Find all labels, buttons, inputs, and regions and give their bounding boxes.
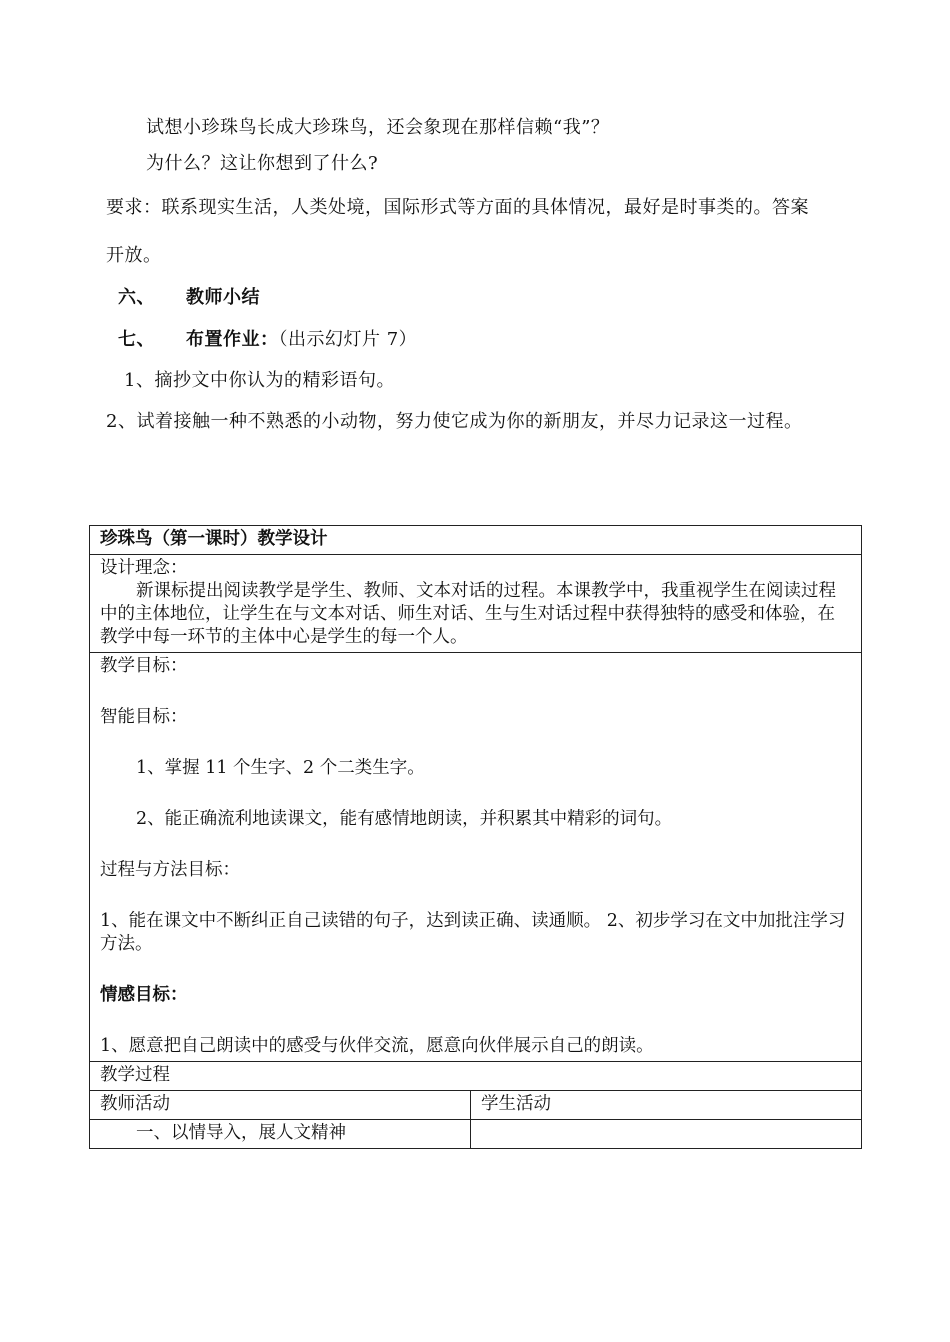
table-row (90, 1120, 862, 1149)
lesson-design-table (89, 525, 862, 1149)
concept-text: 新课标提出阅读教学是学生、教师、文本对话的过程。本课教学中，我重视学生在阅读过程中的主体地位，让学生在与文本对话、师生对话、生与生对话过程中获得独特的感受和体验，在教学中每一环节的主体中心是学生的每一个人。 (100, 581, 836, 647)
emotion-label: 情感目标： (100, 985, 188, 1005)
section-7-number: 七、 (118, 329, 155, 350)
section-6-title: 教师小结 (186, 287, 260, 308)
section-6-number: 六、 (118, 287, 155, 308)
skill-label: 智能目标： (100, 707, 188, 727)
concept-label: 设计理念： (100, 558, 188, 578)
process-header: 教学过程 (90, 1062, 862, 1091)
goals-cell (90, 653, 862, 1062)
activity-header-row (90, 1091, 862, 1120)
requirement-line-1: 要求：联系现实生活，人类处境，国际形式等方面的具体情况，最好是时事类的。答案 (106, 197, 809, 218)
concept-cell (90, 555, 862, 653)
intro-line-1: 试想小珍珠鸟长成大珍珠鸟，还会象现在那样信赖“我”？ (146, 117, 610, 138)
process-text: 1、能在课文中不断纠正自己读错的句子，达到读正确、读通顺。 2、初步学习在文中加批注学习方法。 (100, 911, 846, 954)
intro-line-2: 为什么？这让你想到了什么? (146, 153, 379, 174)
homework-item-1: 1、摘抄文中你认为的精彩语句。 (124, 370, 395, 391)
homework-item-2: 2、试着接触一种不熟悉的小动物，努力使它成为你的新朋友，并尽力记录这一过程。 (106, 411, 803, 432)
concept-row (90, 555, 862, 653)
skill-item-1: 1、掌握 11 个生字、2 个二类生字。 (136, 758, 425, 778)
requirement-line-2: 开放。 (106, 245, 162, 266)
skill-item-2: 2、能正确流利地读课文，能有感情地朗读，并积累其中精彩的词句。 (136, 809, 673, 829)
first-step-teacher: 一、以情导入，展人文精神 (90, 1120, 471, 1149)
goals-label: 教学目标： (100, 656, 188, 676)
first-step-student (471, 1120, 862, 1149)
emotion-text: 1、愿意把自己朗读中的感受与伙伴交流，愿意向伙伴展示自己的朗读。 (100, 1036, 654, 1056)
goals-row (90, 653, 862, 1062)
section-7-heading (118, 329, 417, 351)
process-label: 过程与方法目标： (100, 860, 240, 880)
section-6-heading (118, 287, 260, 309)
table-title: 珍珠鸟（第一课时）教学设计 (90, 526, 862, 555)
process-header-row (90, 1062, 862, 1091)
section-7-note: （出示幻灯片 7） (278, 329, 418, 350)
table-title-row (90, 526, 862, 555)
section-7-title: 布置作业： (186, 329, 279, 350)
student-activity-header: 学生活动 (471, 1091, 862, 1120)
teacher-activity-header: 教师活动 (90, 1091, 471, 1120)
